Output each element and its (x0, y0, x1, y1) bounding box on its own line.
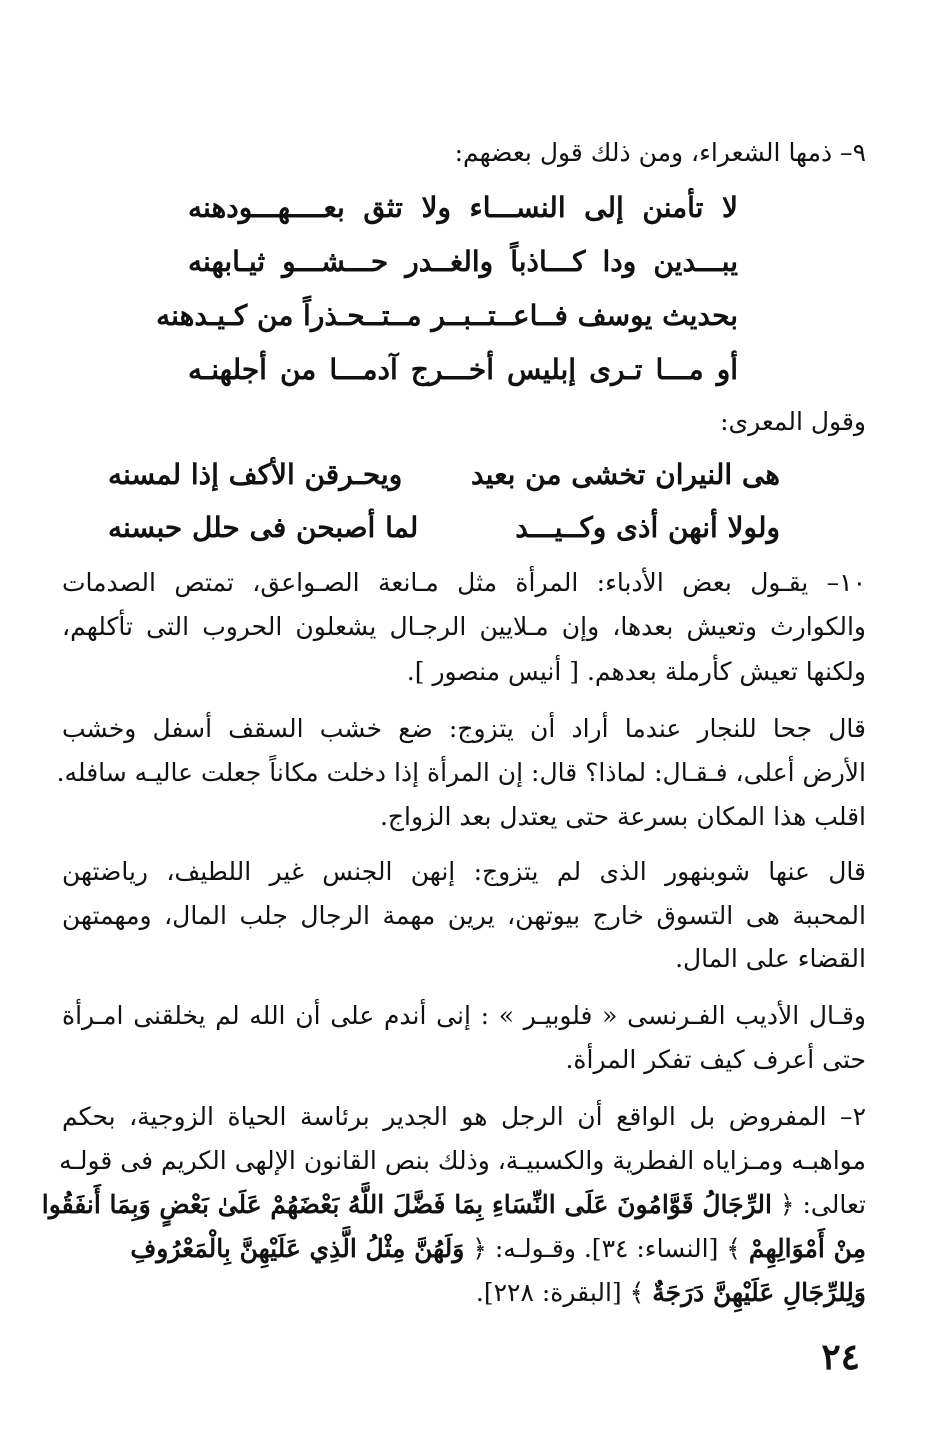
quran-verse-nisa-part1: الرِّجَالُ قَوَّامُونَ عَلَى النِّسَاءِ بِمَا فَضَّلَ اللَّهُ بَعْضَهُمْ عَلَىٰ بَعْضٍ وَبِمَا أَنفَقُوا (41, 1190, 772, 1219)
joha-line-2: الأرض أعلى، فـقـال: لماذا؟ قال: إن المرأة إذا دخلت مكاناً جعلت عاليـه سافله. (56, 758, 866, 787)
item2-line-3 (41, 1188, 866, 1222)
schopenhauer-line-2: المحببة هى التسوق خارج بيوتهن، يرين مهمة الرجال جلب المال، ومهمتهن (62, 901, 866, 930)
poem2-verse1-left: ويحـرقن الأكف إذا لمسنه (108, 458, 403, 491)
poem2-verse2-left: لما أصبحن فى حلل حبسنه (108, 511, 419, 544)
poem1-line-2: يبـــدين ودا كـــاذباً والغــدر حـــشـــو ثيـابهنه (188, 245, 738, 278)
item10-line-2: والكوارث وتعيش بعدها، وإن مـلايين الرجـال يشعلون الحروب التى تأكلهم، (62, 612, 866, 641)
nisa-reference: ﴾ [النساء: ٣٤]. وقـولـه: ﴿ (464, 1234, 749, 1263)
item10-line-1: ١٠– يقـول بعض الأدباء: المرأة مثل مـانعة الصـواعق، تمتص الصدمات (62, 568, 866, 597)
flaubert-line-1: وقـال الأديب الفـرنسى « فلوبيـر » : إنى أندم على أن الله لم يخلقنى امـرأة (62, 1001, 866, 1030)
poem1-line-4: أو مـــا تـرى إبليس أخـــرج آدمـــا من أجلهنـه (188, 353, 738, 386)
quran-verse-nisa-part2: مِنْ أَمْوَالِهِمْ (748, 1234, 866, 1263)
item10-line-3: ولكنها تعيش كأرملة بعدهم. [ أنيس منصور ]. (406, 657, 866, 686)
item2-line-2: مواهبـه ومـزاياه الفطرية والكسبيـة، وذلك بنص القانون الإلهى الكريم فى قولـه (59, 1146, 866, 1175)
flaubert-line-2: حتى أعرف كيف تفكر المرأة. (565, 1045, 866, 1074)
schopenhauer-line-3: القضاء على المال. (675, 944, 866, 973)
poem2-verse1-right: هى النيران تخشى من بعيد (470, 458, 780, 491)
baqara-reference: ﴾ [البقرة: ٢٢٨]. (475, 1278, 653, 1307)
schopenhauer-line-1: قال عنها شوبنهور الذى لم يتزوج: إنهن الجنس غير اللطيف، رياضتهن (62, 857, 866, 886)
poem1-line-1: لا تأمنن إلى النســـاء ولا تثق بعــــهـــودهنه (188, 191, 738, 224)
item9-intro: ٩– ذمها الشعراء، ومن ذلك قول بعضهم: (454, 138, 866, 167)
page-number: ٢٤ (821, 1336, 860, 1378)
poem2-intro: وقول المعرى: (720, 407, 866, 436)
item2-line-4 (62, 1232, 866, 1266)
joha-line-1: قال جحا للنجار عندما أراد أن يتزوج: ضع خشب السقف أسفل وخشب (62, 714, 866, 743)
poem2-verse2-right: ولولا أنهن أذى وكــيـــد (515, 511, 780, 544)
quran-verse-baqara-part2: وَلِلرِّجَالِ عَلَيْهِنَّ دَرَجَةٌ (652, 1278, 866, 1307)
item2-intro-text: تعالى: ﴿ (771, 1190, 866, 1219)
joha-line-3: اقلب هذا المكان بسرعة حتى يعتدل بعد الزواج. (379, 802, 866, 831)
item2-line-5 (62, 1276, 866, 1310)
poem1-line-3: بحديث يوسف فــاعــتــبــر مــتــحـذراً من كـيـدهنه (156, 299, 738, 332)
item2-line-1: ٢– المفروض بل الواقع أن الرجل هو الجدير برئاسة الحياة الزوجية، بحكم (62, 1102, 866, 1131)
quran-verse-baqara-part1: وَلَهُنَّ مِثْلُ الَّذِي عَلَيْهِنَّ بِالْمَعْرُوفِ (130, 1234, 465, 1263)
